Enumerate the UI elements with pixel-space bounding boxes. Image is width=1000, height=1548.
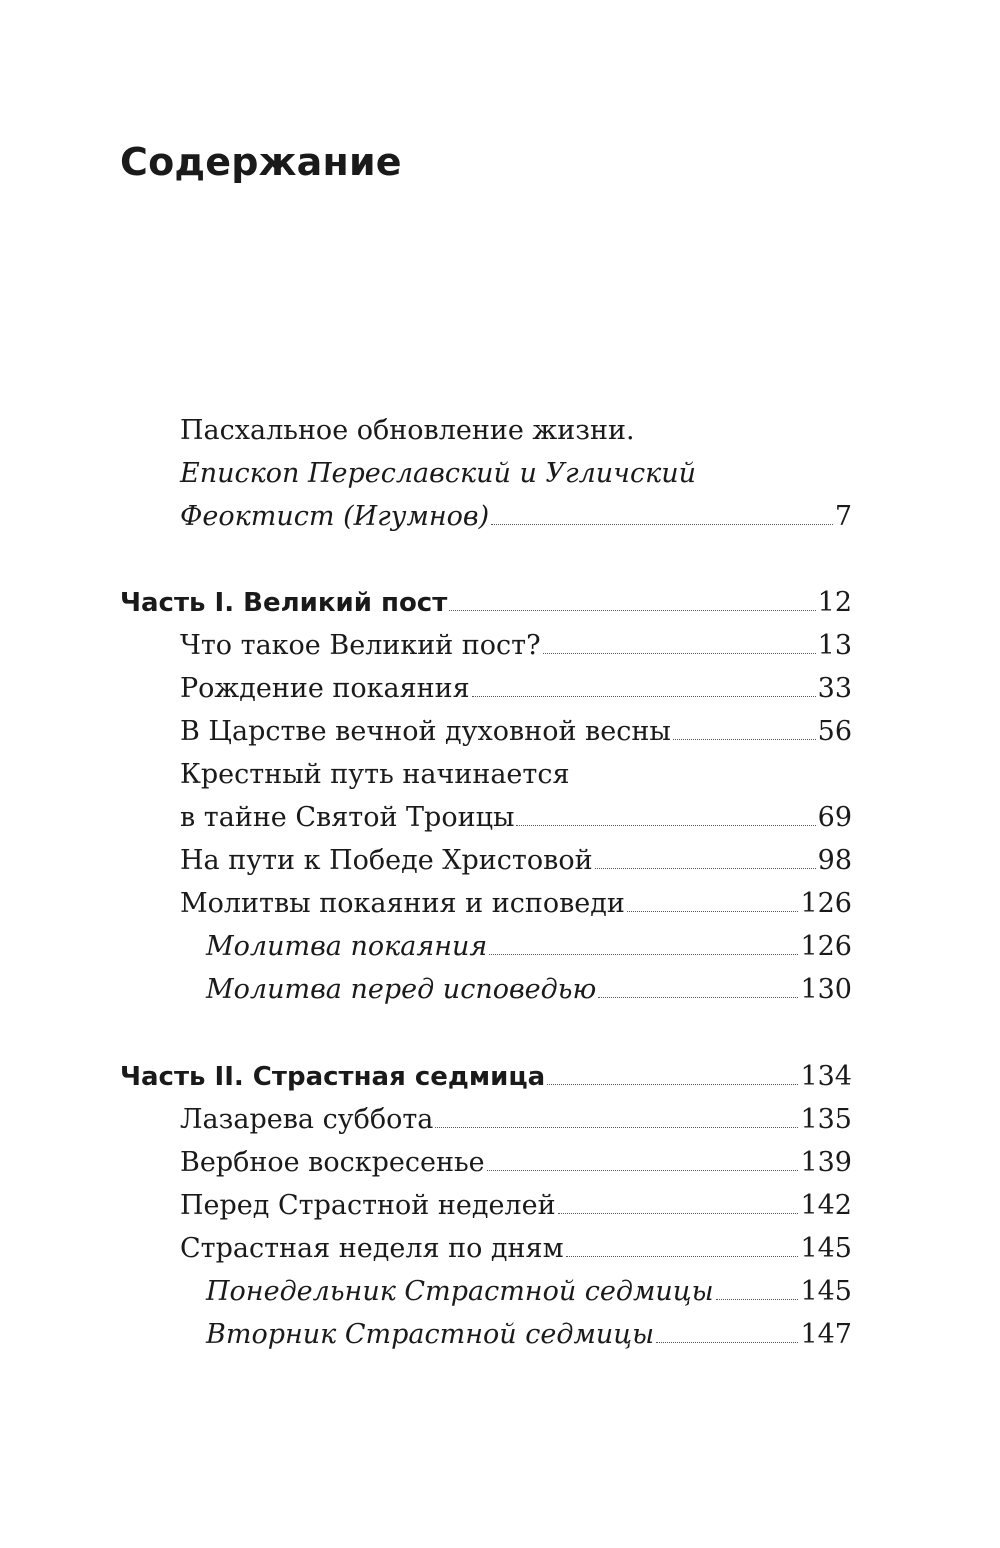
- toc-entry[interactable]: [180, 844, 852, 878]
- toc-part-page: 12: [817, 587, 852, 618]
- dot-leader: [543, 653, 816, 654]
- dot-leader: [472, 696, 816, 697]
- toc-entry-title: На пути к Победе Христовой: [180, 845, 593, 876]
- toc-entry[interactable]: [180, 672, 852, 706]
- toc-entry-page: 13: [817, 630, 852, 661]
- toc-entry-page: 56: [817, 716, 852, 747]
- toc-part-title: Часть I. Великий пост: [120, 588, 448, 618]
- toc-entry-title: Что такое Великий пост?: [180, 630, 541, 661]
- toc-entry-page: 145: [800, 1233, 852, 1264]
- toc-entry-title: Лазарева суббота: [180, 1104, 434, 1135]
- toc-entry-preface[interactable]: [180, 500, 852, 534]
- toc-entry-title-line1: Крестный путь начинается: [180, 759, 570, 790]
- toc-entry[interactable]: [180, 1103, 852, 1137]
- dot-leader: [627, 911, 799, 912]
- dot-leader: [547, 1084, 798, 1085]
- toc-entry[interactable]: [180, 715, 852, 749]
- toc-entry-title: Рождение покаяния: [180, 673, 470, 704]
- toc-subentry-title: Вторник Страстной седмицы: [206, 1319, 655, 1350]
- toc-entry-title: Вербное воскресенье: [180, 1147, 485, 1178]
- toc-entry[interactable]: [180, 1189, 852, 1223]
- dot-leader: [656, 1342, 798, 1343]
- toc-entry-page: 7: [834, 501, 852, 532]
- toc-entry-title: Перед Страстной неделей: [180, 1190, 556, 1221]
- toc-subentry-page: 145: [800, 1276, 852, 1307]
- toc-entry-page: 33: [817, 673, 852, 704]
- dot-leader: [558, 1213, 799, 1214]
- dot-leader: [595, 868, 816, 869]
- dot-leader: [489, 954, 798, 955]
- dot-leader: [673, 739, 816, 740]
- toc-entry-page: 135: [800, 1104, 852, 1135]
- page-title: Содержание: [120, 140, 402, 184]
- toc-entry-title: Молитвы покаяния и исповеди: [180, 888, 625, 919]
- toc-subentry[interactable]: [206, 1318, 852, 1352]
- toc-subentry-title: Понедельник Страстной седмицы: [206, 1276, 714, 1307]
- dot-leader: [487, 1170, 799, 1171]
- dot-leader: [566, 1256, 799, 1257]
- dot-leader: [716, 1299, 799, 1300]
- dot-leader: [516, 825, 815, 826]
- toc-entry-page: 142: [800, 1190, 852, 1221]
- toc-entry[interactable]: [180, 1146, 852, 1180]
- dot-leader: [435, 1127, 798, 1128]
- toc-subentry-title: Молитва покаяния: [206, 931, 488, 962]
- toc-part-2[interactable]: [120, 1060, 852, 1094]
- toc-entry[interactable]: [180, 1232, 852, 1266]
- toc-subentry-title: Молитва перед исповедью: [206, 974, 597, 1005]
- dot-leader: [598, 997, 798, 998]
- toc-subentry[interactable]: [206, 1275, 852, 1309]
- toc-part-page: 134: [800, 1061, 852, 1092]
- toc-subentry[interactable]: [206, 973, 852, 1007]
- toc-part-1[interactable]: [120, 586, 852, 620]
- dot-leader: [449, 610, 815, 611]
- toc-entry-title: В Царстве вечной духовной весны: [180, 716, 671, 747]
- toc-entry[interactable]: [180, 887, 852, 921]
- toc-entry[interactable]: [180, 629, 852, 663]
- preface-title-line1: Пасхальное обновление жизни.: [180, 415, 635, 446]
- preface-author-line1: Епископ Переславский и Угличский: [180, 458, 697, 489]
- toc-entry-page: 126: [800, 888, 852, 919]
- toc-entry-page: 139: [800, 1147, 852, 1178]
- toc-entry-page: 69: [817, 802, 852, 833]
- toc-part-title: Часть II. Страстная седмица: [120, 1062, 546, 1092]
- toc-entry-title: в тайне Святой Троицы: [180, 802, 515, 833]
- toc-subentry-page: 147: [800, 1319, 852, 1350]
- toc-entry-title: Страстная неделя по дням: [180, 1233, 564, 1264]
- toc-subentry-page: 130: [800, 974, 852, 1005]
- toc-entry-title: Феоктист (Игумнов): [180, 501, 490, 532]
- toc-subentry[interactable]: [206, 930, 852, 964]
- toc-subentry-page: 126: [800, 931, 852, 962]
- toc-entry-page: 98: [817, 845, 852, 876]
- toc-entry[interactable]: [180, 801, 852, 835]
- dot-leader: [491, 524, 833, 525]
